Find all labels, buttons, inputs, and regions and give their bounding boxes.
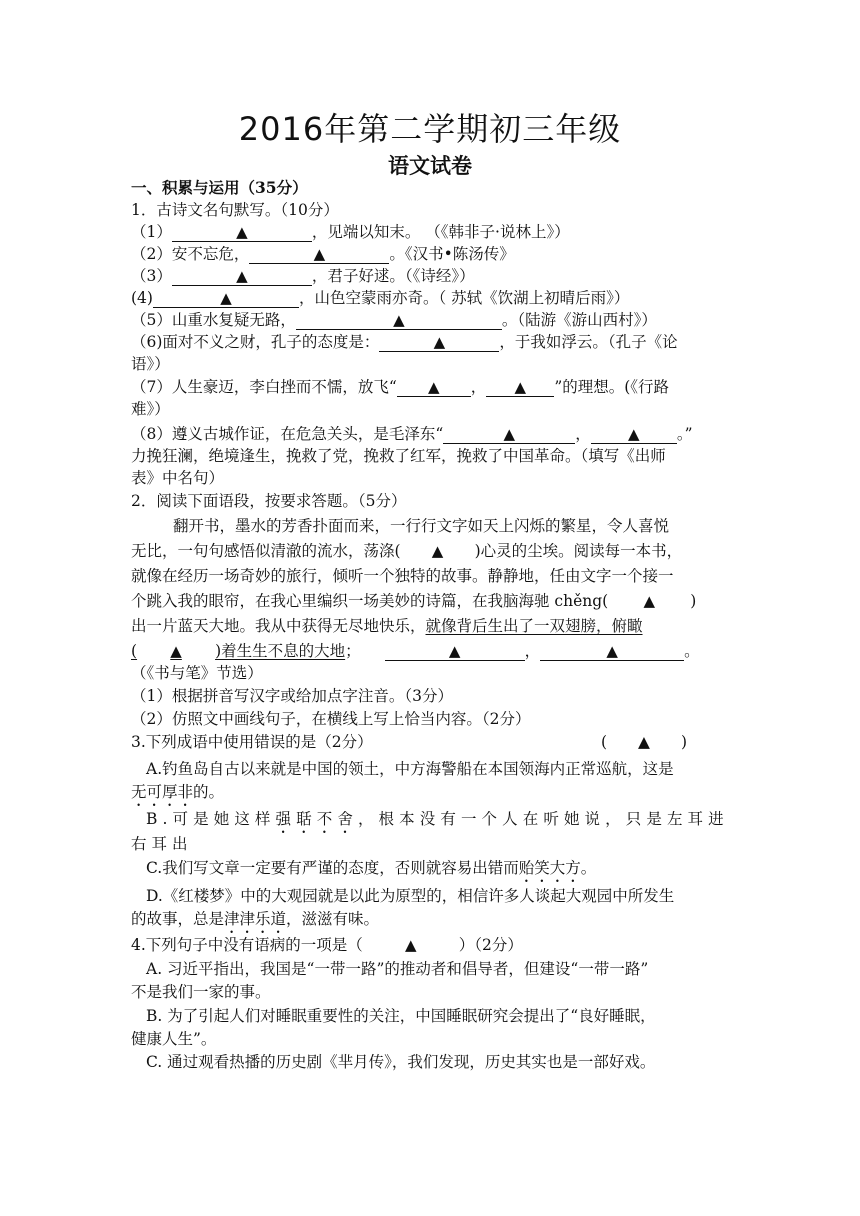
answer-blank[interactable]: [397, 378, 471, 397]
q2-semicolon: ；: [345, 642, 361, 660]
q1-line-6: [131, 331, 731, 353]
q1-line-3: [131, 265, 731, 287]
q2-period: 。: [684, 642, 700, 660]
q1-l8-comma: ，: [575, 425, 591, 443]
triangle-marker: ▲: [170, 642, 182, 660]
dotted-idiom: 津津乐道: [224, 910, 287, 928]
q4-option-a: A. 习近平指出，我国是“一带一路”的推动者和倡导者，但建设“一带一路”: [146, 960, 649, 978]
triangle-marker: ▲: [431, 542, 444, 560]
q1-line-6-cont: 语》）: [131, 355, 170, 373]
q1-l3-prefix: （3）: [131, 267, 172, 285]
q2-p2-text: 无比，一句句感悟似清澈的流水，荡涤(: [131, 542, 401, 560]
q1-line-8-cont1: 力挽狂澜，绝境逢生，挽救了党，挽救了红军，挽救了中国革命。（填写《出师: [131, 447, 666, 465]
q2-p4-text-2: ): [690, 592, 697, 610]
q1-l7-comma: ，: [470, 378, 487, 396]
q3-option-a: A.钓鱼岛自古以来就是中国的领土，中方海警船在本国领海内正常巡航，这是: [146, 760, 674, 778]
q3-b-suffix: ，根本没有一个人在听她说，只是左耳进: [357, 810, 729, 828]
q2-para-2: [131, 540, 731, 562]
q1-stem: 1．古诗文名句默写。（10分）: [131, 201, 339, 219]
triangle-marker: ▲: [606, 642, 618, 660]
answer-blank[interactable]: [172, 223, 312, 242]
q2-sub-2: （2）仿照文中画线句子，在横线上写上恰当内容。（2分）: [131, 710, 531, 728]
answer-blank[interactable]: [153, 289, 299, 308]
triangle-marker: ▲: [220, 289, 232, 307]
q2-para-3: 就像在经历一场奇妙的旅行，倾听一个独特的故事。静静地，任由文字一个接一: [131, 567, 674, 585]
q4-option-c: C. 通过观看热播的历史剧《芈月传》，我们发现，历史其实也是一部好戏。: [146, 1053, 656, 1071]
q3-stem-text: 3.下列成语中使用错误的是（2分）: [131, 733, 373, 751]
triangle-marker: ▲: [433, 333, 446, 351]
answer-blank[interactable]: [296, 311, 502, 330]
q3-d-prefix: 的故事，总是: [131, 910, 225, 928]
q1-line-7-cont: 难》）: [131, 400, 170, 418]
q3-option-c: [146, 857, 731, 886]
q2-sub-1: （1）根据拼音写汉字或给加点字注音。（3分）: [131, 687, 453, 705]
answer-blank[interactable]: [172, 267, 312, 286]
triangle-marker: ▲: [393, 311, 405, 329]
q3-option-d-cont: [131, 908, 731, 937]
q2-stem: 2．阅读下面语段，按要求答题。（5分）: [131, 492, 407, 510]
q1-l5-suffix: 。（陆游《游山西村》）: [501, 311, 657, 329]
q4-stem: [131, 934, 731, 956]
underlined-sentence: 就像背后生出了一双翅膀，俯瞰: [425, 617, 643, 635]
answer-blank[interactable]: [443, 425, 575, 444]
q1-l1-prefix: （1）: [131, 223, 172, 241]
exam-subtitle: 语文试卷: [388, 153, 472, 178]
q1-l7-suffix: ”的理想。(《行路: [554, 378, 670, 396]
q2-source: （《书与笔》节选）: [131, 664, 263, 682]
q1-l2-prefix: （2）安不忘危，: [131, 245, 250, 263]
answer-blank[interactable]: [591, 425, 677, 444]
triangle-marker: ▲: [236, 267, 248, 285]
q3-b-prefix: B.可是她这样: [146, 810, 276, 828]
q2-para-6: [131, 640, 731, 662]
q3-option-b-cont: 右耳出: [131, 835, 193, 853]
q1-line-8-cont2: 表》中名句）: [131, 469, 225, 487]
exam-title: 2016年第二学期初三年级: [238, 110, 622, 148]
q2-p5-text: 出一片蓝天大地。我从中获得无尽地快乐，: [131, 617, 426, 635]
dotted-idiom: 贻笑大方: [518, 859, 581, 877]
answer-blank[interactable]: [249, 245, 389, 264]
answer-blank[interactable]: [137, 640, 215, 662]
section-heading: 一、积累与运用（35分）: [131, 178, 308, 197]
q2-para-5: [131, 615, 731, 637]
q1-l6-suffix: ，于我如浮云。（孔子《论: [499, 333, 678, 351]
q2-comma: ，: [524, 642, 541, 660]
q4-option-b-cont: 健康人生”。: [131, 1030, 217, 1048]
triangle-marker: ▲: [428, 378, 440, 396]
q4-option-a-cont: 不是我们一家的事。: [131, 983, 271, 1001]
triangle-marker: ▲: [236, 223, 248, 241]
q1-l1-suffix: ，见端以知末。 （《韩非子·说林上》）: [311, 223, 570, 241]
triangle-marker: ▲: [643, 592, 655, 610]
q1-line-2: [131, 243, 731, 265]
q3-a-suffix: 的。: [193, 783, 225, 801]
q4-stem-text: 4.下列句子中没有语病的一项是（: [131, 936, 363, 954]
q1-line-4: [131, 287, 731, 309]
answer-blank[interactable]: [401, 540, 475, 562]
q1-l2-suffix: 。《汉书•陈汤传》: [389, 245, 515, 263]
answer-blank[interactable]: [608, 590, 690, 612]
q1-l3-suffix: ，君子好逑。（《诗经》）: [311, 267, 475, 285]
dotted-idiom: 强聒不舍: [275, 810, 358, 828]
underlined-sentence: )着生生不息的大地: [215, 642, 346, 660]
q1-l8-prefix: （8）遵义古城作证，在危急关头，是毛泽东“: [131, 425, 444, 443]
triangle-marker: ▲: [628, 425, 640, 443]
dotted-idiom: 无可厚非: [131, 783, 194, 801]
answer-blank[interactable]: [363, 934, 459, 956]
triangle-marker: ▲: [313, 245, 326, 263]
q2-p4-text: 个跳入我的眼帘，在我心里编织一场美妙的诗篇，在我脑海驰 chěng(: [131, 592, 609, 610]
triangle-marker: ▲: [448, 642, 461, 660]
q1-line-8: [131, 423, 731, 445]
q1-l6-prefix: （6)面对不义之财，孔子的态度是：: [131, 333, 380, 351]
q4-stem-suffix: ）（2分）: [458, 936, 523, 954]
underlined-sentence: (: [131, 642, 138, 660]
q4-option-b: B. 为了引起人们对睡眠重要性的关注，中国睡眠研究会提出了“良好睡眠，: [146, 1007, 656, 1025]
q1-l5-prefix: （5）山重水复疑无路，: [131, 311, 296, 329]
q2-p2-text-2: )心灵的尘埃。阅读每一本书，: [474, 542, 683, 560]
answer-blank[interactable]: [385, 642, 525, 661]
q3-c-suffix: 。: [580, 859, 597, 877]
answer-blank[interactable]: [486, 378, 554, 397]
q3-d-suffix: ，滋滋有味。: [286, 910, 380, 928]
answer-blank[interactable]: [540, 642, 684, 661]
triangle-marker: ▲: [514, 378, 527, 396]
triangle-marker: ▲: [405, 936, 417, 954]
q1-line-1: [131, 221, 731, 243]
q3-option-a-cont: [131, 781, 731, 810]
q3-c-prefix: C.我们写文章一定要有严谨的态度，否则就容易出错而: [146, 859, 519, 877]
q2-para-1: 翻开书，墨水的芳香扑面而来，一行行文字如天上闪烁的繁星，令人喜悦: [173, 517, 670, 535]
q1-l4-suffix: ，山色空蒙雨亦奇。（ 苏轼《饮湖上初晴后雨》）: [298, 289, 630, 307]
q1-line-5: [131, 309, 731, 331]
q3-answer-paren[interactable]: ( ▲ ): [601, 733, 688, 751]
q1-line-7: [131, 376, 731, 398]
q1-l8-suffix: 。”: [676, 425, 693, 443]
q2-para-4: [131, 590, 731, 612]
triangle-marker: ▲: [503, 425, 516, 443]
q1-l7-prefix: （7）人生豪迈，李白挫而不懦，放飞“: [131, 378, 397, 396]
q3-option-d: D.《红楼梦》中的大观园就是以此为原型的，相信许多人谈起大观园中所发生: [146, 887, 675, 905]
q1-l4-prefix: (4): [131, 289, 153, 307]
answer-blank[interactable]: [379, 333, 499, 352]
